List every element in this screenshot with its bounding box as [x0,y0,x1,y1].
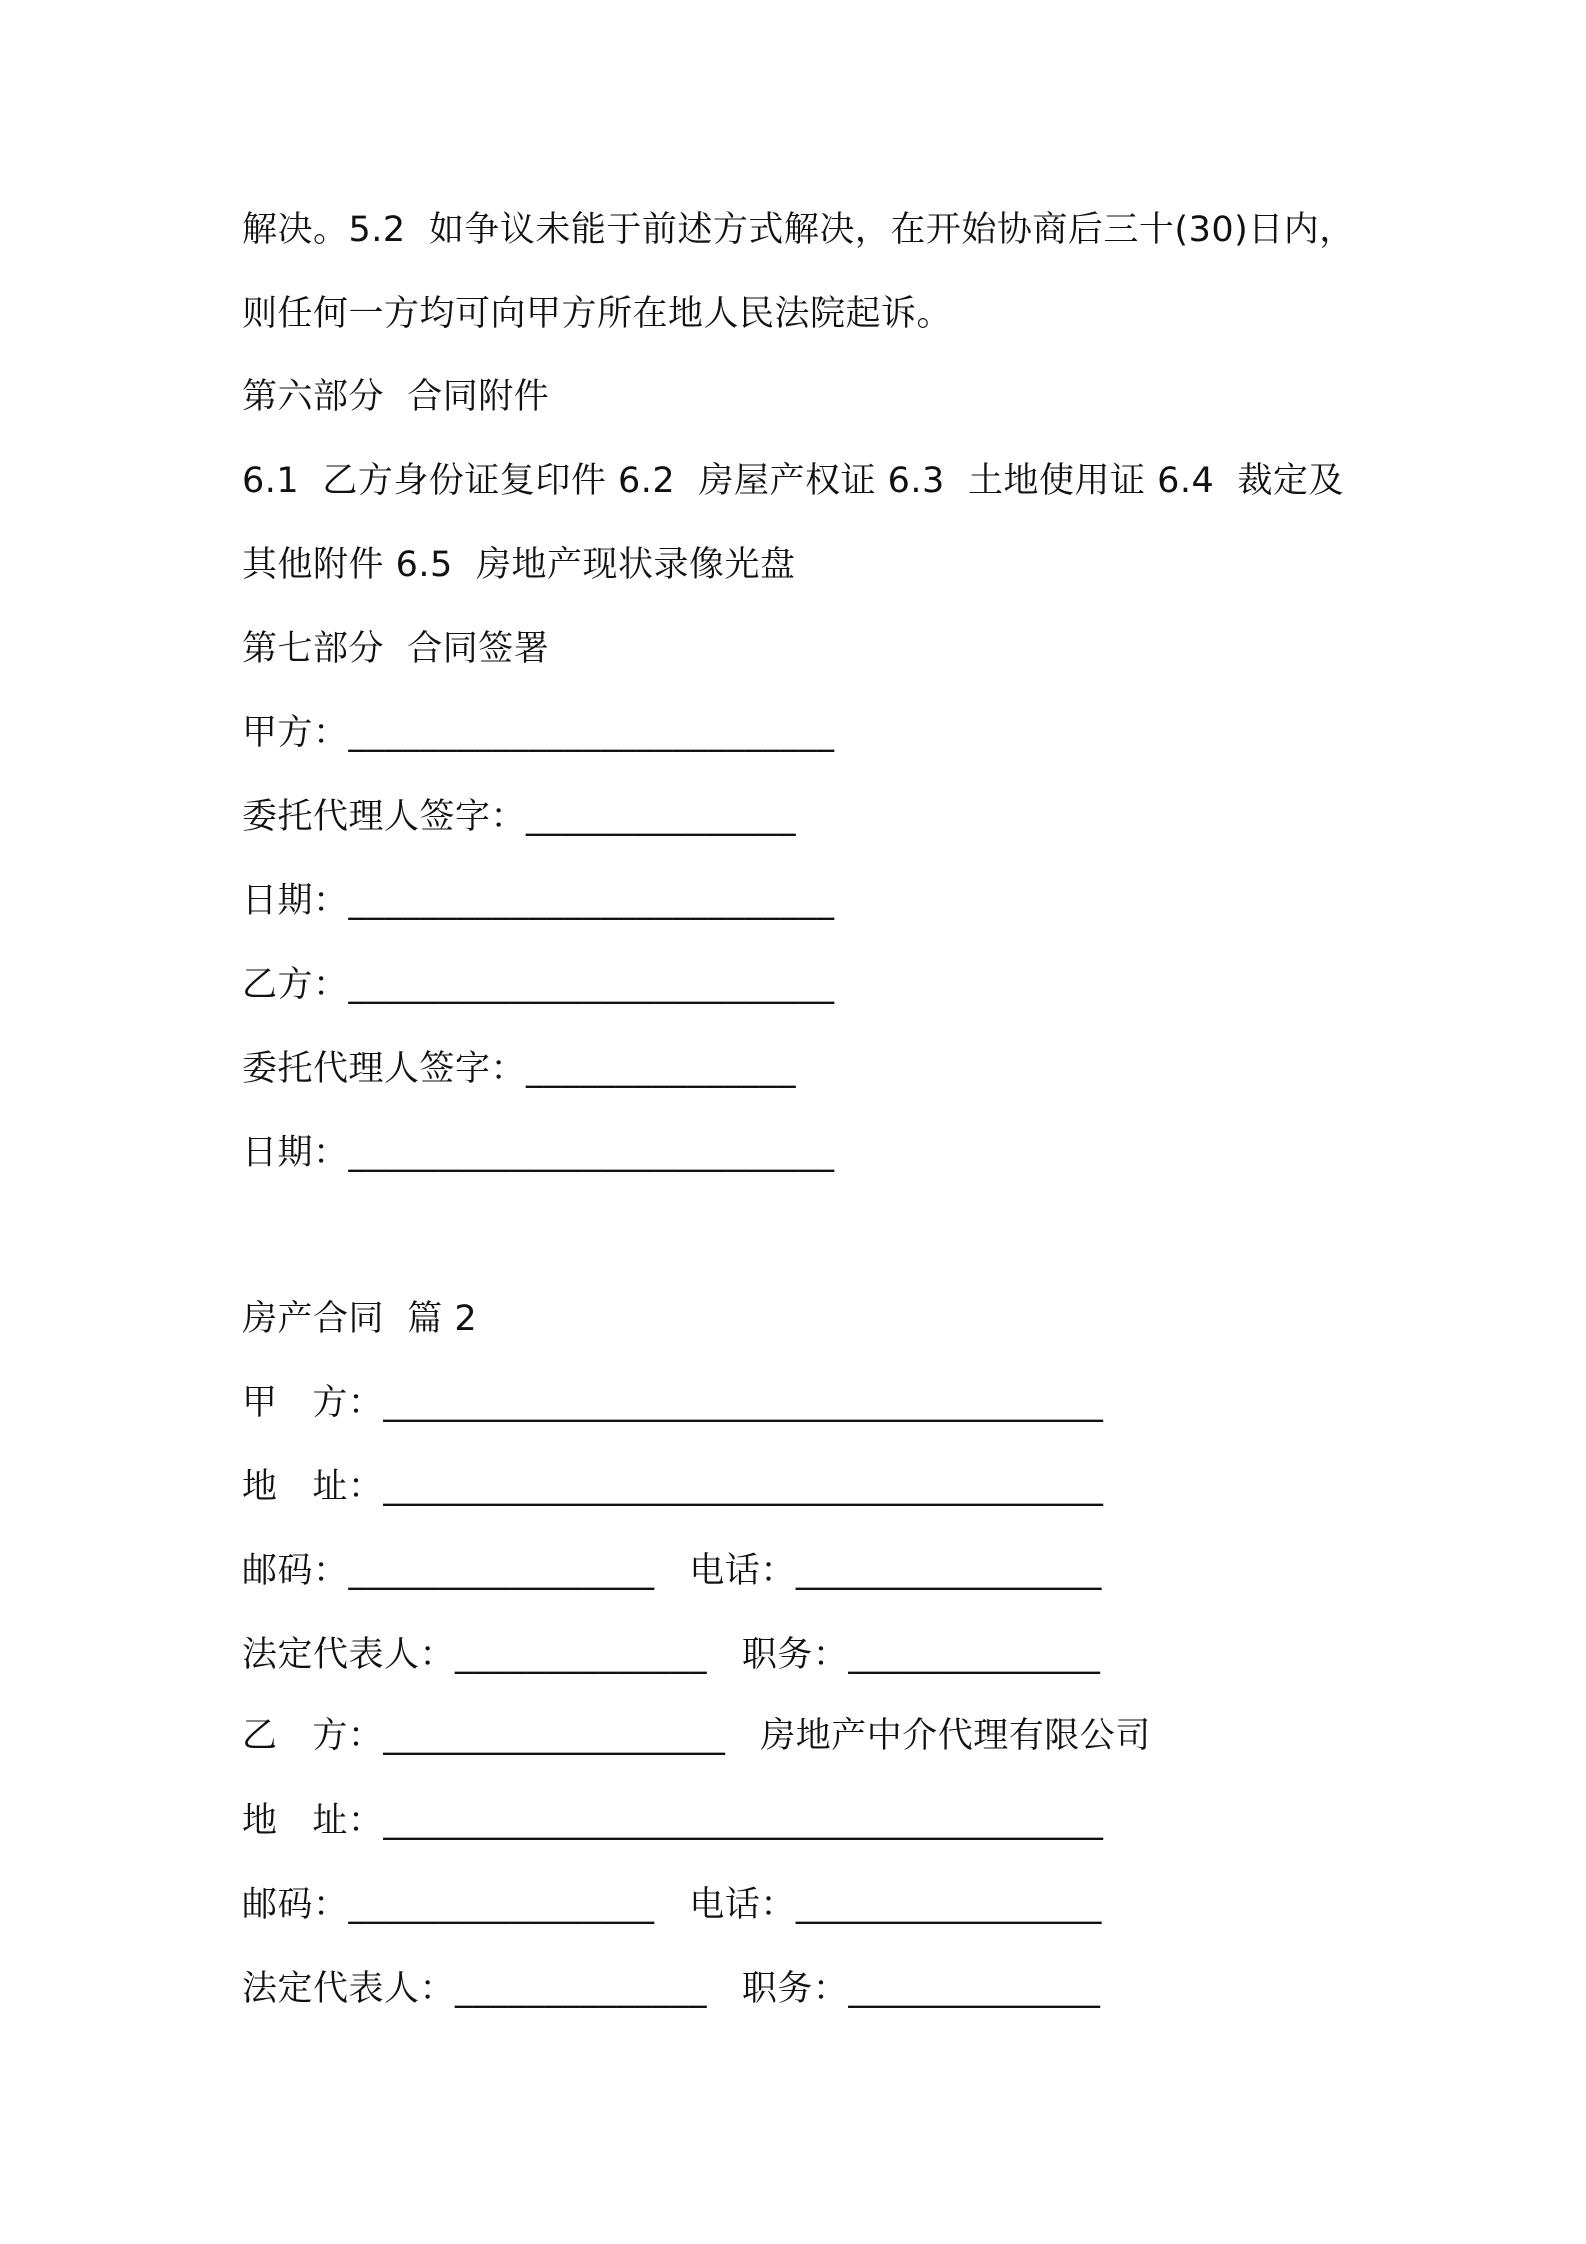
party-b-signature-line: 乙方：___________________________ [242,965,835,1005]
contract2-party-a-postcode-phone: 邮码：_________________ 电话：_________________ [242,1551,1102,1591]
contract2-party-a-rep-title: 法定代表人：______________ 职务：______________ [242,1635,1101,1675]
contract2-party-b-address: 地 址：________________________________________ [242,1801,1104,1841]
contract2-party-a-address: 地 址：________________________________________ [242,1467,1104,1507]
agent-a-signature-line: 委托代理人签字：_______________ [242,797,797,837]
contract2-party-b-postcode-phone: 邮码：_________________ 电话：_________________ [242,1885,1102,1925]
party-a-signature-line: 甲方：___________________________ [242,713,835,753]
contract2-party-a-name: 甲 方：________________________________________ [242,1383,1104,1423]
part6-heading: 第六部分 合同附件 [242,377,550,417]
date-b-line: 日期：___________________________ [242,1133,835,1173]
contract2-title: 房产合同 篇 2 [242,1299,478,1339]
attachments-line-1: 6.1 乙方身份证复印件 6.2 房屋产权证 6.3 土地使用证 6.4 裁定及 [242,461,1345,501]
dispute-resolution-line-1: 解决。5.2 如争议未能于前述方式解决，在开始协商后三十(30)日内， [242,210,1355,250]
part7-heading: 第七部分 合同签署 [242,629,550,669]
attachments-line-2: 其他附件 6.5 房地产现状录像光盘 [242,545,796,585]
date-a-line: 日期：___________________________ [242,881,835,921]
contract2-party-b-name: 乙 方：___________________ 房地产中介代理有限公司 [242,1716,1151,1756]
agent-b-signature-line: 委托代理人签字：_______________ [242,1049,797,1089]
contract2-party-b-rep-title: 法定代表人：______________ 职务：______________ [242,1969,1101,2009]
dispute-resolution-line-2: 则任何一方均可向甲方所在地人民法院起诉。 [242,294,953,334]
